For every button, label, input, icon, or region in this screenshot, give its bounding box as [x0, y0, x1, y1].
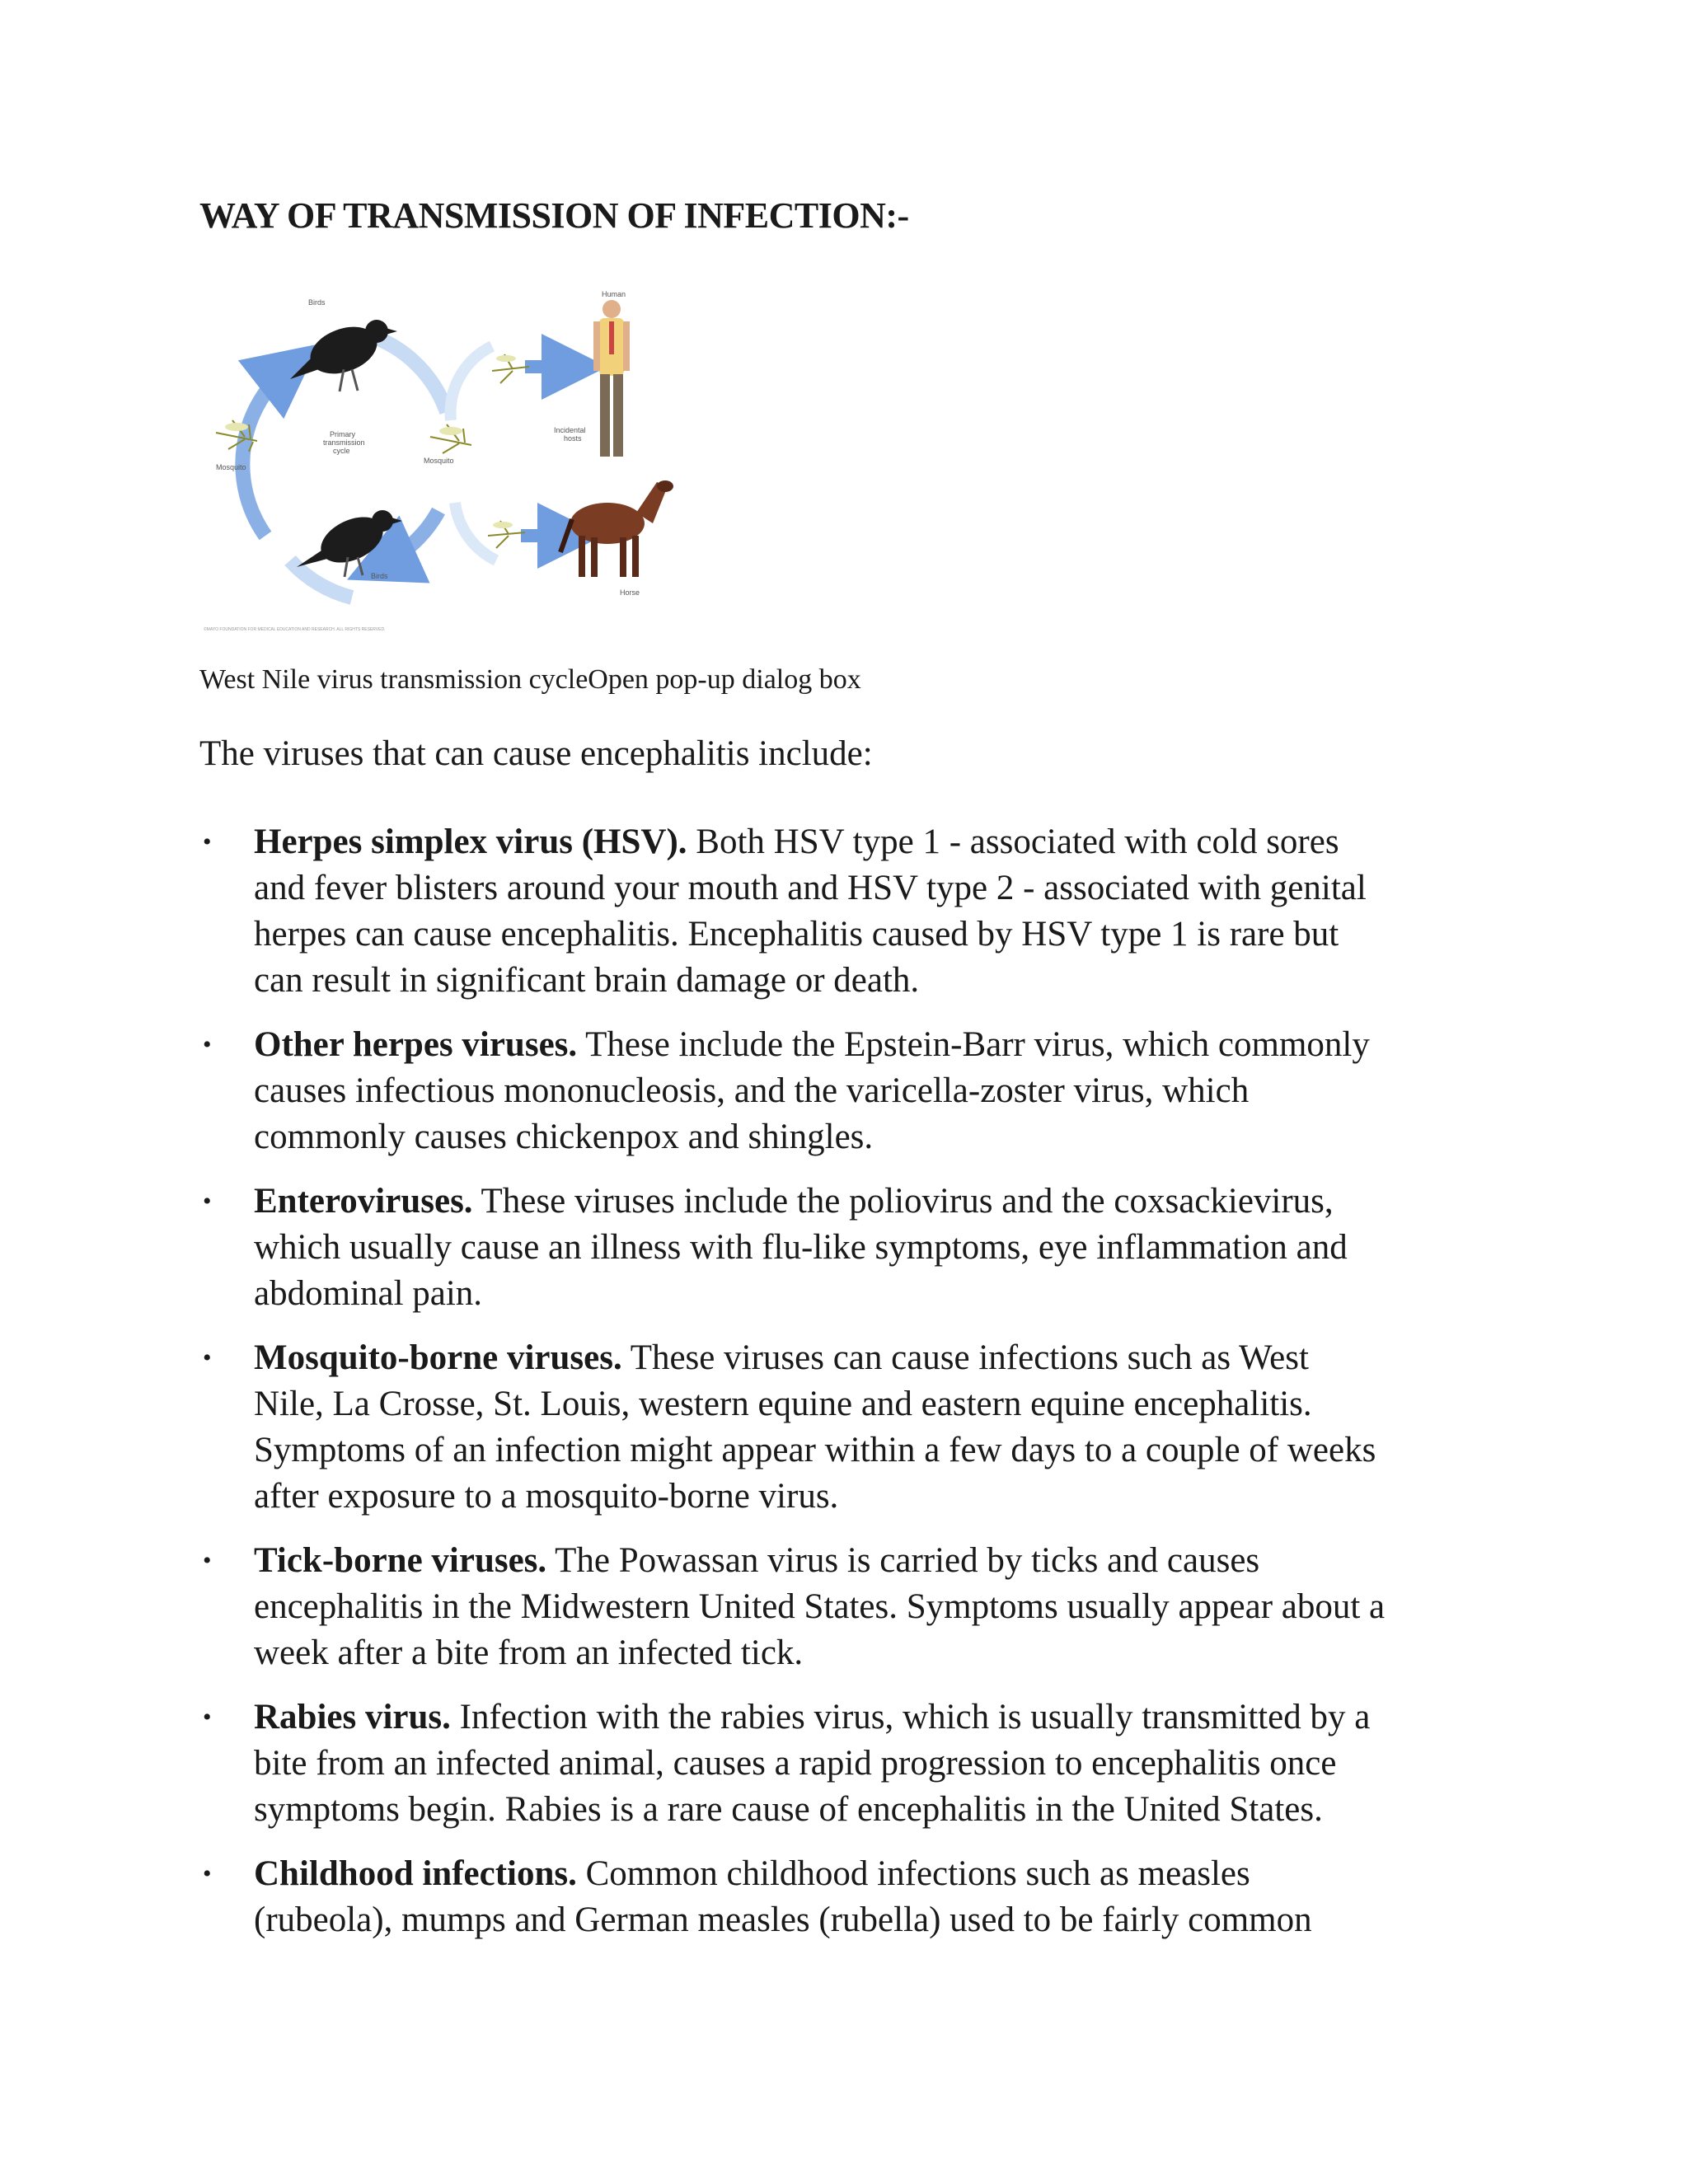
item-line: Symptoms of an infection might appear within a few days to a couple of weeks: [254, 1431, 1376, 1469]
list-item: [199, 819, 1510, 1004]
item-text: These viruses can cause infections such as West: [621, 1338, 1309, 1377]
item-line: can result in significant brain damage or death.: [254, 961, 920, 1000]
figure-caption: West Nile virus transmission cycleOpen pop-up dialog box: [199, 664, 861, 695]
item-text: Common childhood infections such as measles: [576, 1854, 1250, 1893]
cycle-arrow-top-right: [377, 338, 447, 412]
item-term: Herpes simplex virus (HSV).: [254, 823, 687, 861]
item-line: causes infectious mononucleosis, and the varicella-zoster virus, which: [254, 1071, 1250, 1110]
bullet-icon: •: [203, 1547, 212, 1574]
mosquito-right: [430, 424, 471, 453]
item-term: Childhood infections.: [254, 1854, 577, 1893]
bullet-icon: •: [203, 1344, 212, 1371]
bullet-icon: •: [203, 1860, 212, 1887]
item-text: Both HSV type 1 - associated with cold sores: [687, 823, 1339, 861]
item-line: week after a bite from an infected tick.: [254, 1633, 804, 1672]
label-primary-2: transmission: [323, 438, 365, 447]
label-incidental-1: Incidental: [554, 426, 586, 434]
item-line: commonly causes chickenpox and shingles.: [254, 1118, 874, 1156]
list-item: [199, 1022, 1510, 1160]
item-line: after exposure to a mosquito-borne virus.: [254, 1477, 839, 1516]
bullet-icon: •: [203, 1704, 212, 1731]
item-line: herpes can cause encephalitis. Encephalitis caused by HSV type 1 is rare but: [254, 915, 1339, 954]
list-item: [199, 1538, 1510, 1676]
bullet-icon: •: [203, 1031, 212, 1058]
item-line: bite from an infected animal, causes a rapid progression to encephalitis once: [254, 1744, 1337, 1783]
item-text: These include the Epstein-Barr virus, which commonly: [577, 1025, 1370, 1064]
item-term: Tick-borne viruses.: [254, 1541, 547, 1580]
label-human: Human: [602, 290, 626, 298]
arrow-loop-right: [451, 346, 492, 420]
label-incidental-2: hosts: [564, 434, 582, 443]
label-primary-3: cycle: [333, 447, 350, 455]
virus-list: [199, 819, 1510, 1961]
transmission-cycle-illustration: [199, 288, 690, 639]
bird-top: [290, 318, 397, 391]
item-line: and fever blisters around your mouth and HSV type 2 - associated with genital: [254, 869, 1367, 907]
intro-paragraph: The viruses that can cause encephalitis include:: [199, 734, 873, 773]
item-line: which usually cause an illness with flu-like symptoms, eye inflammation and: [254, 1228, 1348, 1267]
section-heading: WAY OF TRANSMISSION OF INFECTION:-: [199, 195, 909, 236]
bullet-icon: •: [203, 828, 212, 855]
label-mosquito-left: Mosquito: [216, 463, 246, 471]
figure-copyright: ©MAYO FOUNDATION FOR MEDICAL EDUCATION AND RESEARCH. ALL RIGHTS RESERVED.: [204, 627, 386, 632]
mosquito-to-human: [492, 354, 529, 383]
item-term: Other herpes viruses.: [254, 1025, 578, 1064]
item-text: These viruses include the poliovirus and the coxsackievirus,: [472, 1182, 1334, 1221]
horse-figure: [560, 480, 673, 577]
mosquito-to-horse: [488, 521, 525, 548]
transmission-cycle-figure[interactable]: [199, 288, 690, 639]
list-item: [199, 1851, 1510, 1943]
label-horse: Horse: [620, 588, 640, 597]
item-line: symptoms begin. Rabies is a rare cause of encephalitis in the United States.: [254, 1790, 1323, 1829]
item-term: Enteroviruses.: [254, 1182, 473, 1221]
item-line: encephalitis in the Midwestern United States. Symptoms usually appear about a: [254, 1587, 1386, 1626]
label-mosquito-right: Mosquito: [424, 457, 454, 465]
bullet-icon: •: [203, 1188, 212, 1215]
list-item: [199, 1335, 1510, 1520]
label-primary-1: Primary: [330, 430, 355, 438]
label-birds-bottom: Birds: [371, 572, 388, 580]
item-text: Infection with the rabies virus, which is usually transmitted by a: [450, 1698, 1371, 1736]
item-text: The Powassan virus is carried by ticks and causes: [546, 1541, 1260, 1580]
list-item: [199, 1694, 1510, 1833]
arrow-loop-right-lower: [455, 503, 496, 560]
item-term: Rabies virus.: [254, 1698, 451, 1736]
human-figure: [593, 300, 630, 457]
list-item: [199, 1179, 1510, 1317]
item-line: abdominal pain.: [254, 1274, 483, 1313]
item-line: Nile, La Crosse, St. Louis, western equine and eastern equine encephalitis.: [254, 1385, 1312, 1423]
label-birds-top: Birds: [308, 298, 326, 307]
item-line: (rubeola), mumps and German measles (rubella) used to be fairly common: [254, 1900, 1312, 1939]
item-term: Mosquito-borne viruses.: [254, 1338, 622, 1377]
